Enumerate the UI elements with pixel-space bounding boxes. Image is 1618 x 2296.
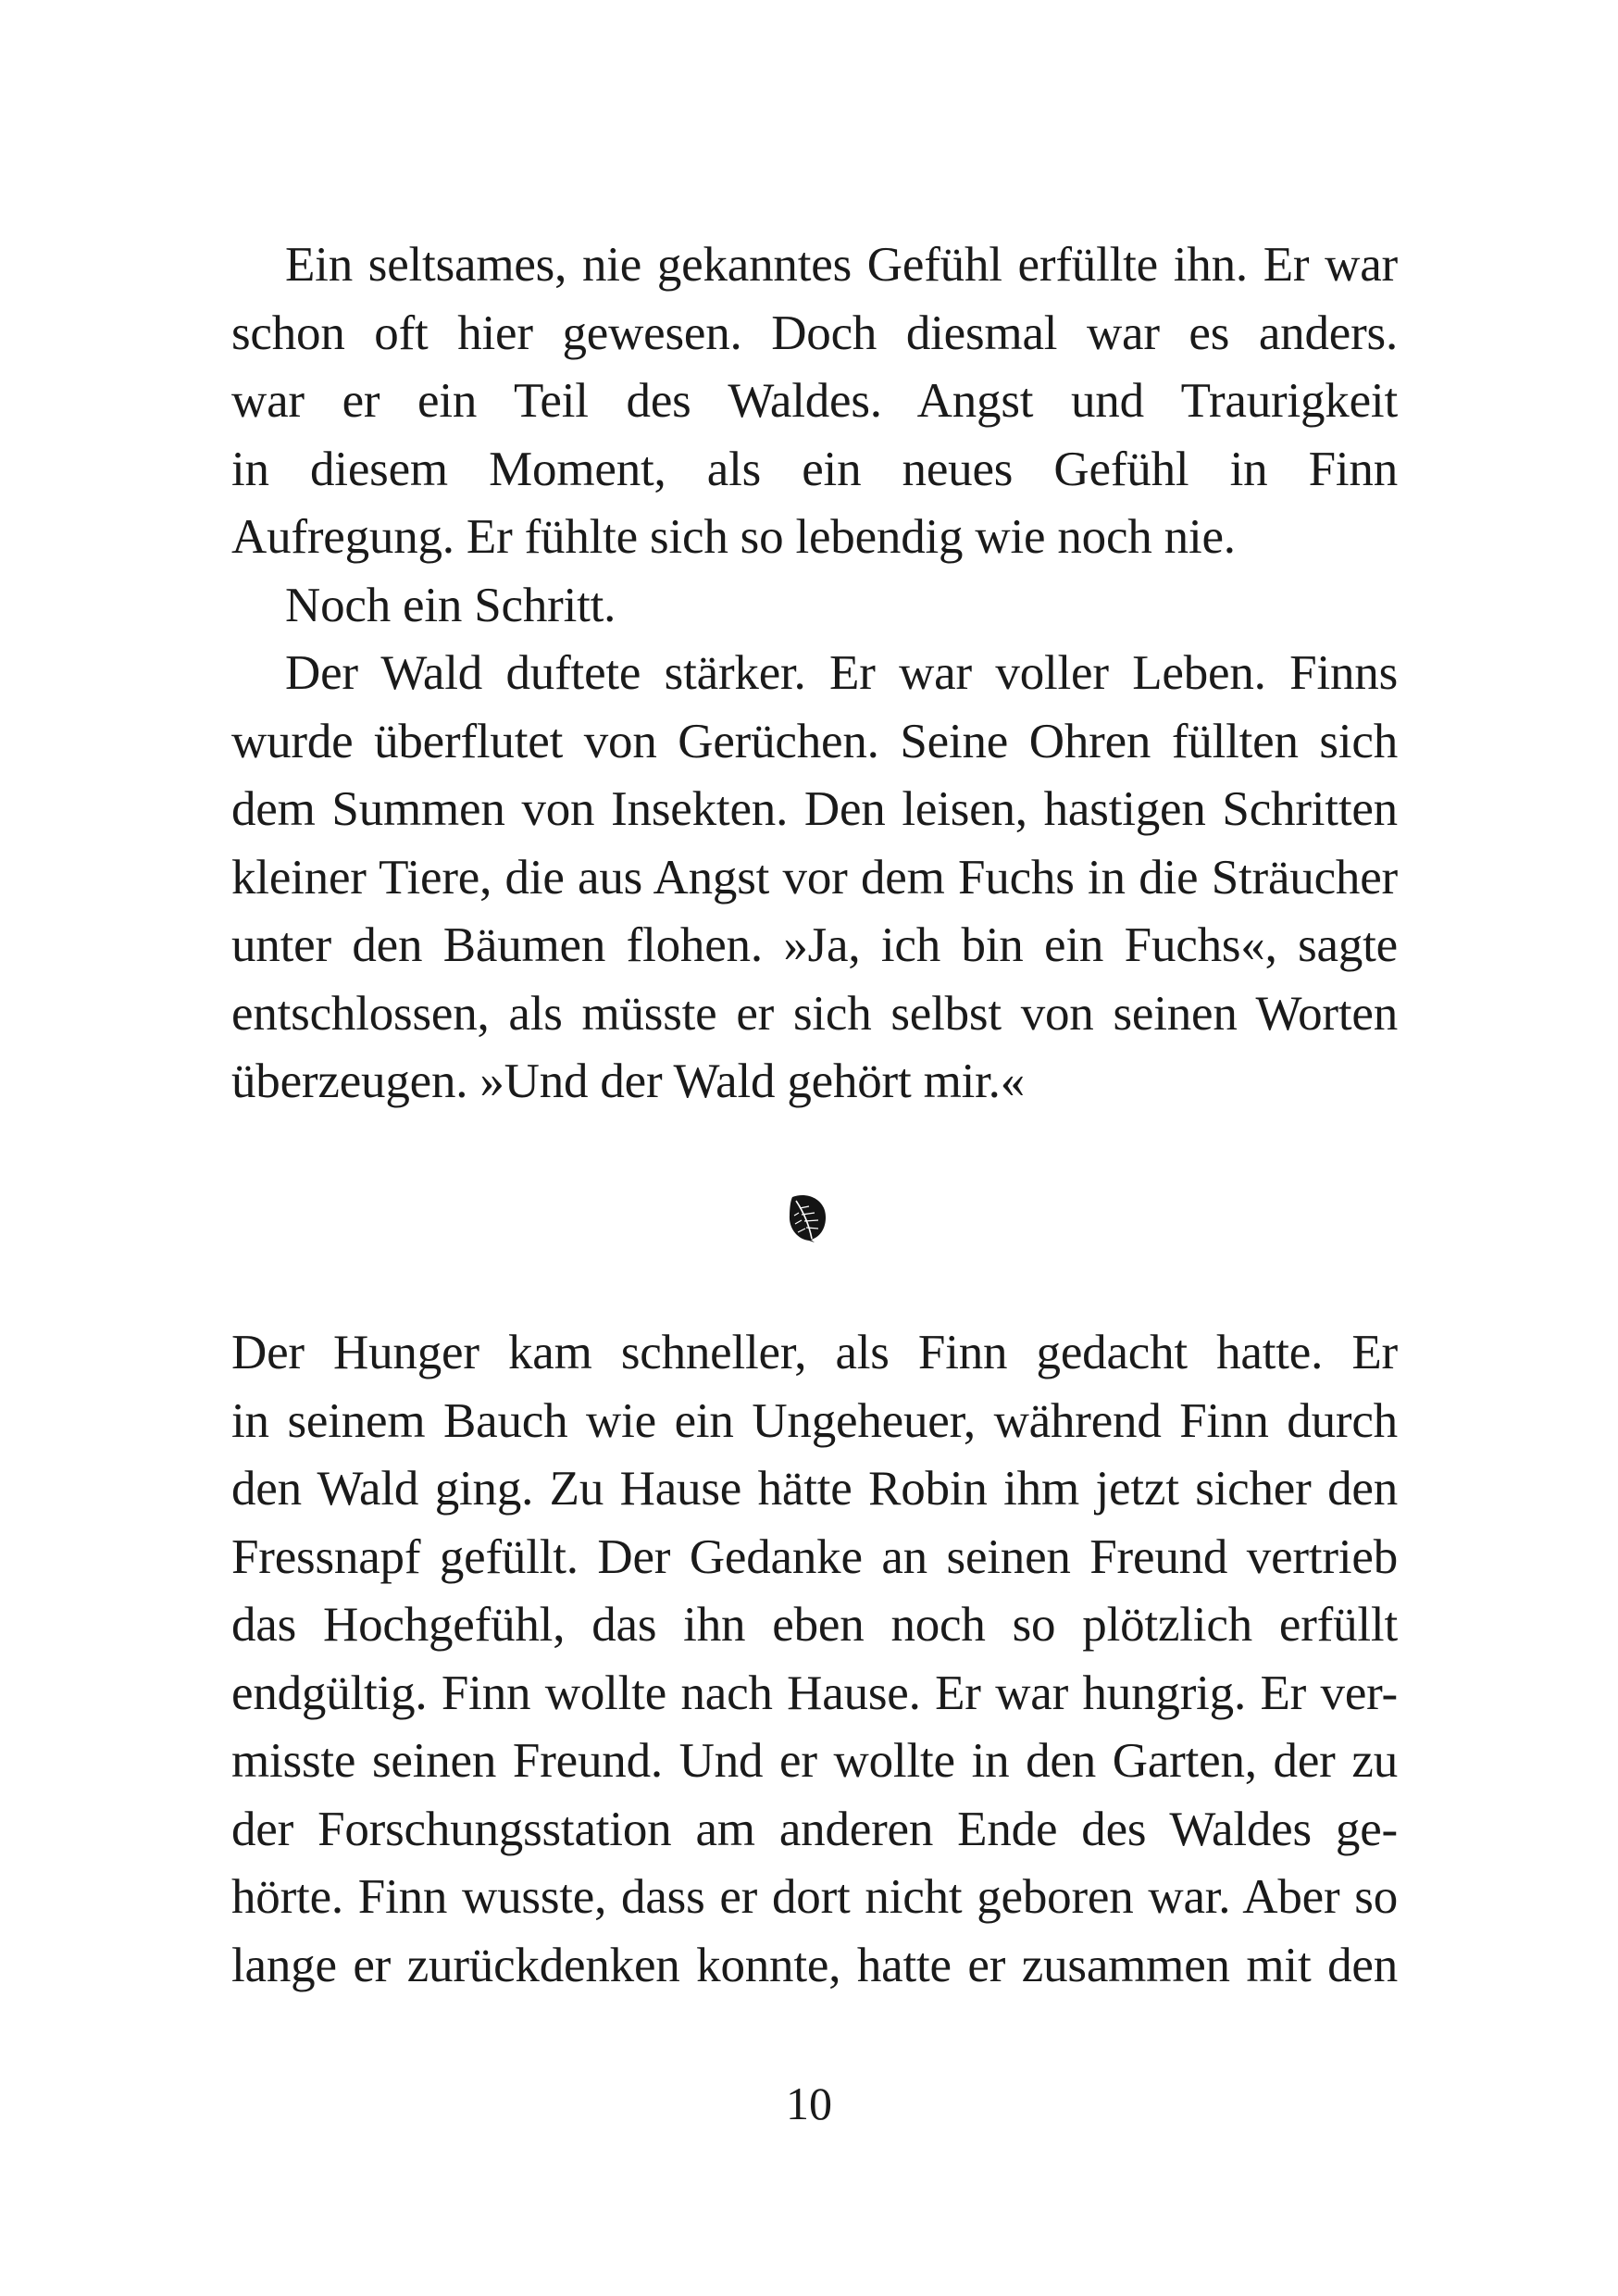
section-a-text <box>231 231 1398 1117</box>
page-number: 10 <box>786 2078 832 2129</box>
text-line: endgültig. Finn wollte nach Hause. Er war hungrig. Er ver- <box>231 1666 1398 1720</box>
text-line: in seinem Bauch wie ein Ungeheuer, während Finn durch <box>231 1393 1398 1448</box>
text-line: Der Wald duftete stärker. Er war voller Leben. Finns <box>285 646 1398 700</box>
text-line: hörte. Finn wusste, dass er dort nicht geboren war. Aber so <box>231 1870 1398 1924</box>
text-line: Der Hunger kam schneller, als Finn gedacht hatte. Er <box>231 1326 1398 1379</box>
text-line: wurde überflutet von Gerüchen. Seine Ohren füllten sich <box>231 714 1398 768</box>
text-line: war er ein Teil des Waldes. Angst und Traurigkeit <box>231 374 1398 428</box>
text-line: der Forschungsstation am anderen Ende des Waldes ge- <box>231 1802 1398 1856</box>
text-line: kleiner Tiere, die aus Angst vor dem Fuchs in die Sträucher <box>231 850 1398 905</box>
text-line: entschlossen, als müsste er sich selbst von seinen Worten <box>231 986 1398 1041</box>
leaf-icon <box>787 1190 829 1243</box>
text-line: misste seinen Freund. Und er wollte in den Garten, der zu <box>231 1734 1398 1788</box>
text-line: schon oft hier gewesen. Doch diesmal war es anders. <box>231 306 1398 360</box>
text-line: Ein seltsames, nie gekanntes Gefühl erfüllte ihn. Er war <box>285 238 1398 292</box>
text-line: dem Summen von Insekten. Den leisen, hastigen Schritten <box>231 782 1398 836</box>
text-line: lange er zurückdenken konnte, hatte er zusammen mit den <box>231 1938 1398 1992</box>
text-line: Noch ein Schritt. <box>285 578 616 632</box>
text-line: Aufregung. Er fühlte sich so lebendig wie noch nie. <box>231 510 1236 564</box>
text-line: den Wald ging. Zu Hause hätte Robin ihm jetzt sicher den <box>231 1462 1398 1516</box>
text-line: in diesem Moment, als ein neues Gefühl in Finn <box>231 442 1398 496</box>
text-line: Fressnapf gefüllt. Der Gedanke an seinen Freund vertrieb <box>231 1529 1398 1584</box>
section-b-text <box>231 1319 1398 2000</box>
text-line: überzeugen. »Und der Wald gehört mir.« <box>231 1054 1025 1108</box>
text-line: das Hochgefühl, das ihn eben noch so plötzlich erfüllt <box>231 1598 1398 1652</box>
text-line: unter den Bäumen flohen. »Ja, ich bin ein Fuchs«, sagte <box>231 918 1398 972</box>
